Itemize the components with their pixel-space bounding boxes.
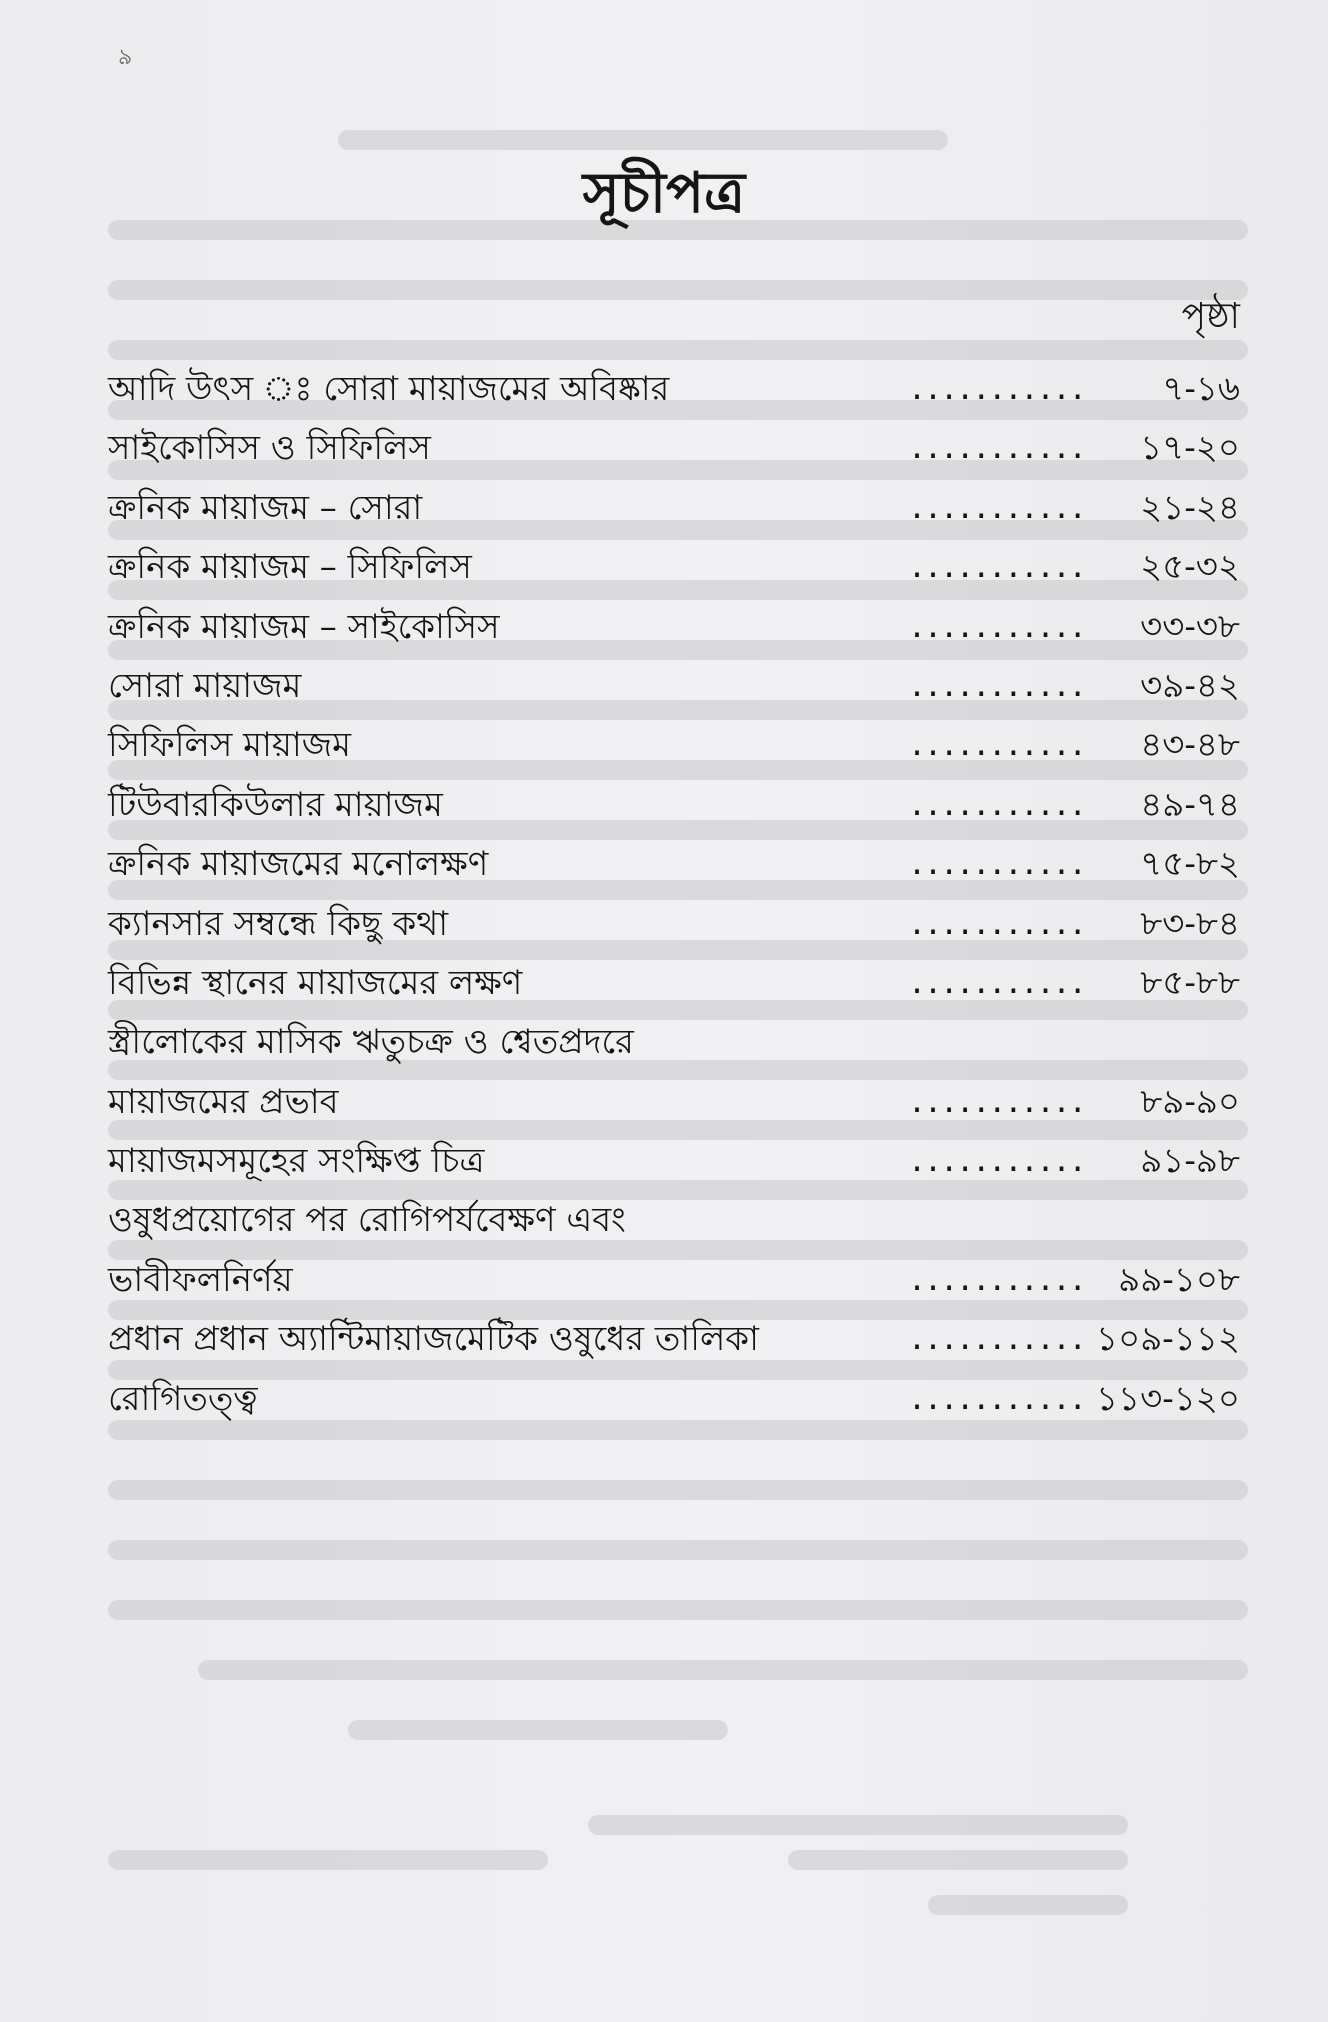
toc-entry-leader-dots: ........... xyxy=(908,965,1085,1001)
toc-entry-leader-dots: ........... xyxy=(908,1381,1085,1417)
toc-entry xyxy=(108,419,1240,478)
toc-entry-title: সাইকোসিস ও সিফিলিস xyxy=(108,428,431,469)
toc-entry xyxy=(108,598,1240,657)
toc-entry-leader-dots: ........... xyxy=(908,1262,1085,1298)
toc-entry-leader-dots: ........... xyxy=(908,787,1085,823)
toc-entry-page-range: ৭-১৬ xyxy=(1162,369,1240,409)
toc-entry-title: বিভিন্ন স্থানের মায়াজমের লক্ষণ xyxy=(108,962,523,1003)
toc-entry-title: ক্রনিক মায়াজম – সোরা xyxy=(108,487,423,528)
toc-entry-title: রোগিতত্ত্ব xyxy=(108,1378,258,1419)
toc-entry-title: মায়াজমসমূহের সংক্ষিপ্ত চিত্র xyxy=(108,1141,485,1182)
toc-entry-page-range: ৮৫-৮৮ xyxy=(1140,962,1240,1003)
toc-entry-page-range: ৩৯-৪২ xyxy=(1140,665,1240,706)
toc-entry-page-range: ১১৩-১২০ xyxy=(1096,1378,1240,1419)
toc-entry xyxy=(108,954,1240,1013)
toc-entry-page-range: ১৭-২০ xyxy=(1140,428,1240,469)
toc-entry-page-range: ৪৩-৪৮ xyxy=(1140,725,1240,766)
toc-entry-page-range: ৩৩-৩৮ xyxy=(1140,606,1240,647)
toc-entry xyxy=(108,835,1240,894)
toc-entry-leader-dots: ........... xyxy=(908,372,1085,407)
toc-entry xyxy=(108,716,1240,775)
toc-entry-leader-dots: ........... xyxy=(908,847,1085,883)
toc-entry-leader-dots: ........... xyxy=(908,431,1085,467)
toc-entry-page-range: ৭৫-৮২ xyxy=(1140,844,1240,885)
toc-entry-title: আদি উৎস ঃ সোরা মায়াজমের অবিষ্কার xyxy=(108,369,670,409)
toc-entry-page-range: ৮৯-৯০ xyxy=(1140,1081,1240,1122)
toc-entry-title: ক্রনিক মায়াজম – সাইকোসিস xyxy=(108,606,500,647)
table-of-contents xyxy=(108,360,1240,1429)
toc-entry xyxy=(108,1191,1240,1250)
toc-entry xyxy=(108,776,1240,835)
toc-entry-page-range: ৪৯-৭৪ xyxy=(1140,784,1240,825)
page-corner-mark: ৯ xyxy=(118,45,133,70)
toc-entry-leader-dots: ........... xyxy=(908,609,1085,645)
toc-entry-leader-dots: ........... xyxy=(908,668,1085,704)
toc-entry-page-range: ১০৯-১১২ xyxy=(1096,1319,1240,1360)
toc-entry xyxy=(108,1310,1240,1369)
toc-entry-title: প্রধান প্রধান অ্যান্টিমায়াজমেটিক ওষুধের তালিকা xyxy=(108,1319,759,1360)
toc-entry-title: ক্রনিক মায়াজমের মনোলক্ষণ xyxy=(108,844,489,885)
toc-entry-title: ক্যানসার সম্বন্ধে কিছু কথা xyxy=(108,903,449,944)
toc-entry xyxy=(108,1132,1240,1191)
toc-entry-title: ক্রনিক মায়াজম – সিফিলিস xyxy=(108,547,472,588)
toc-entry-page-range: ২৫-৩২ xyxy=(1140,547,1240,588)
toc-entry xyxy=(108,1073,1240,1132)
toc-entry-leader-dots: ........... xyxy=(908,1322,1085,1358)
toc-entry-leader-dots: ........... xyxy=(908,550,1085,586)
toc-entry-title: মায়াজমের প্রভাব xyxy=(108,1081,339,1122)
toc-entry-page-range: ৯৯-১০৮ xyxy=(1118,1259,1240,1300)
page-number-header: পৃষ্ঠা xyxy=(1181,296,1240,337)
toc-entry-leader-dots: ........... xyxy=(908,728,1085,764)
toc-entry xyxy=(108,479,1240,538)
toc-entry-leader-dots: ........... xyxy=(908,906,1085,942)
toc-entry-title: ভাবীফলনির্ণয় xyxy=(108,1259,293,1300)
toc-entry xyxy=(108,895,1240,954)
toc-entry-page-range: ৯১-৯৮ xyxy=(1140,1141,1240,1182)
toc-entry xyxy=(108,360,1240,419)
toc-entry-leader-dots: ........... xyxy=(908,1144,1085,1180)
toc-entry xyxy=(108,1370,1240,1429)
toc-entry-leader-dots: ........... xyxy=(908,1084,1085,1120)
toc-entry-title: সিফিলিস মায়াজম xyxy=(108,725,352,766)
toc-entry xyxy=(108,1251,1240,1310)
toc-entry-title: স্ত্রীলোকের মাসিক ঋতুচক্র ও শ্বেতপ্রদরে xyxy=(108,1022,634,1063)
toc-entry xyxy=(108,538,1240,597)
toc-entry-page-range: ৮৩-৮৪ xyxy=(1140,903,1240,944)
toc-entry xyxy=(108,1013,1240,1072)
page-title: সূচীপত্র xyxy=(582,160,746,226)
toc-entry-leader-dots: ........... xyxy=(908,490,1085,526)
toc-entry-title: সোরা মায়াজম xyxy=(108,665,302,706)
toc-entry-title: টিউবারকিউলার মায়াজম xyxy=(108,784,443,825)
toc-entry xyxy=(108,657,1240,716)
toc-entry-page-range: ২১-২৪ xyxy=(1140,487,1240,528)
toc-entry-title: ওষুধপ্রয়োগের পর রোগিপর্যবেক্ষণ এবং xyxy=(108,1200,626,1241)
